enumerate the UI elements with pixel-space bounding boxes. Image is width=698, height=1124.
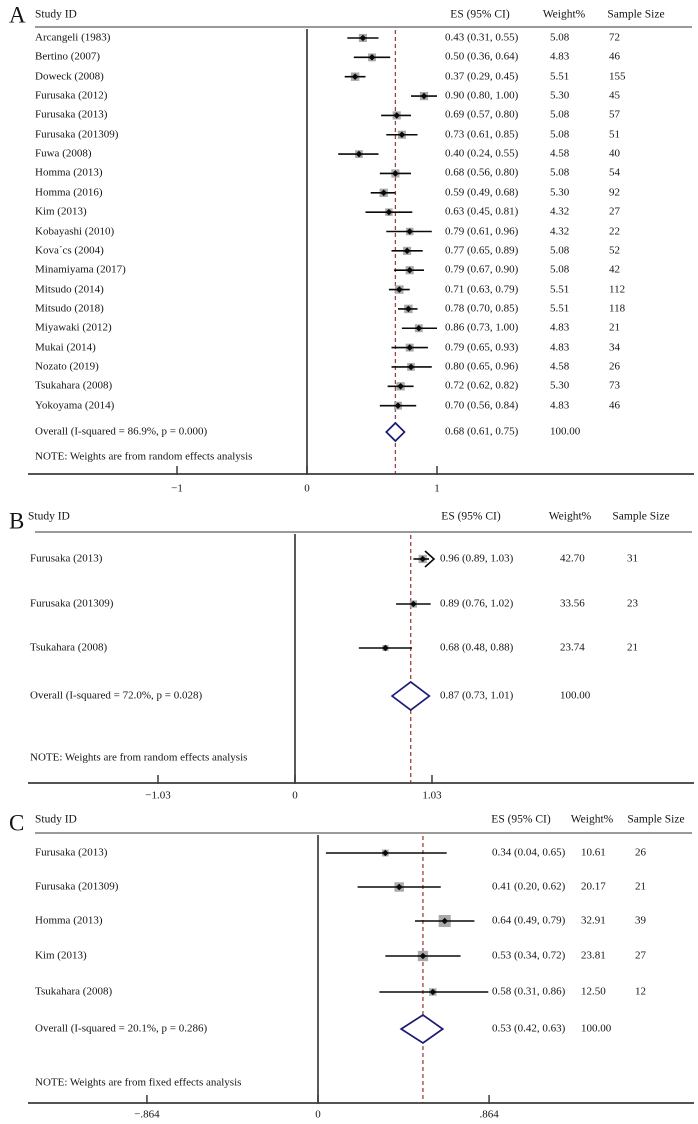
weight-value: 4.83: [550, 50, 570, 63]
note-text: NOTE: Weights are from random effects analysis: [30, 751, 248, 764]
sample-size-value: 34: [609, 341, 620, 354]
sample-size-value: 92: [609, 186, 620, 199]
es-value: 0.79 (0.67, 0.90): [445, 263, 519, 276]
sample-size-value: 42: [609, 263, 620, 276]
study-label: Arcangeli (1983): [35, 31, 111, 44]
overall-diamond: [401, 1015, 443, 1043]
study-label: Furusaka (201309): [35, 128, 119, 141]
weight-value: 4.83: [550, 341, 570, 354]
study-label: Kobayashi (2010): [35, 225, 115, 237]
es-value: 0.40 (0.24, 0.55): [445, 147, 519, 160]
sample-size-value: 39: [635, 914, 646, 927]
col-header-n: Sample Size: [627, 813, 685, 826]
es-value: 0.96 (0.89, 1.03): [440, 552, 514, 565]
study-label: Furusaka (2013): [35, 108, 108, 121]
overall-label: Overall (I-squared = 72.0%, p = 0.028): [30, 689, 203, 702]
study-label: Furusaka (2012): [35, 89, 108, 102]
col-header-study: Study ID: [28, 510, 70, 523]
study-label: Mukai (2014): [35, 341, 96, 354]
col-header-es: ES (95% CI): [450, 8, 510, 21]
panel-letter: B: [9, 508, 25, 534]
weight-value: 12.50: [581, 985, 606, 998]
sample-size-value: 73: [609, 379, 620, 392]
study-label: Mitsudo (2014): [35, 283, 104, 296]
axis-tick-label: 0: [304, 482, 310, 495]
panel-letter: C: [9, 810, 25, 836]
weight-value: 4.58: [550, 360, 570, 373]
note-text: NOTE: Weights are from random effects analysis: [35, 450, 253, 463]
panel-letter: A: [9, 2, 26, 28]
sample-size-value: 112: [609, 283, 626, 296]
sample-size-value: 12: [635, 985, 646, 998]
note-text: NOTE: Weights are from fixed effects analysis: [35, 1076, 242, 1089]
col-header-study: Study ID: [35, 8, 77, 21]
sample-size-value: 155: [609, 70, 626, 83]
overall-es-value: 0.68 (0.61, 0.75): [445, 425, 519, 438]
weight-value: 5.08: [550, 166, 570, 179]
es-value: 0.69 (0.57, 0.80): [445, 108, 519, 121]
study-label: Homma (2016): [35, 186, 103, 199]
weight-value: 33.56: [560, 597, 585, 610]
weight-value: 5.51: [550, 302, 570, 315]
weight-value: 10.61: [581, 846, 606, 859]
weight-value: 5.51: [550, 70, 570, 83]
sample-size-value: 57: [609, 108, 620, 121]
es-value: 0.86 (0.73, 1.00): [445, 321, 519, 334]
overall-diamond: [392, 682, 429, 710]
weight-value: 20.17: [581, 880, 606, 893]
es-value: 0.73 (0.61, 0.85): [445, 128, 519, 141]
es-value: 0.50 (0.36, 0.64): [445, 50, 519, 63]
axis-tick-label: −1: [171, 482, 183, 495]
weight-value: 5.30: [550, 89, 570, 102]
study-label: Homma (2013): [35, 914, 103, 927]
overall-weight-value: 100.00: [550, 425, 581, 438]
es-value: 0.71 (0.63, 0.79): [445, 283, 519, 296]
study-label: Homma (2013): [35, 166, 103, 179]
sample-size-value: 52: [609, 244, 620, 257]
overall-weight-value: 100.00: [560, 689, 591, 702]
overall-label: Overall (I-squared = 86.9%, p = 0.000): [35, 425, 208, 438]
sample-size-value: 26: [609, 360, 620, 373]
weight-value: 4.32: [550, 205, 570, 218]
es-value: 0.53 (0.34, 0.72): [492, 949, 566, 962]
study-label: Furusaka (201309): [35, 880, 119, 893]
weight-value: 4.83: [550, 321, 570, 334]
axis-tick-label: −1.03: [145, 789, 171, 802]
axis-tick-label: 0: [292, 789, 298, 802]
es-value: 0.43 (0.31, 0.55): [445, 31, 519, 44]
col-header-weight: Weight%: [570, 813, 614, 826]
weight-value: 32.91: [581, 914, 606, 927]
study-label: Kim (2013): [35, 205, 87, 218]
study-label: Furusaka (2013): [35, 846, 108, 859]
axis-tick-label: 1.03: [422, 789, 442, 802]
sample-size-value: 26: [635, 846, 646, 859]
sample-size-value: 21: [635, 880, 646, 893]
axis-tick-label: −.864: [134, 1108, 160, 1121]
sample-size-value: 27: [609, 205, 620, 218]
col-header-es: ES (95% CI): [491, 813, 551, 826]
study-label: Mitsudo (2018): [35, 302, 104, 315]
sample-size-value: 21: [627, 641, 638, 654]
axis-tick-label: 1: [434, 482, 440, 495]
weight-value: 5.08: [550, 108, 570, 121]
es-value: 0.77 (0.65, 0.89): [445, 244, 519, 257]
study-label: Bertino (2007): [35, 50, 101, 63]
overall-es-value: 0.53 (0.42, 0.63): [492, 1022, 566, 1035]
es-value: 0.72 (0.62, 0.82): [445, 379, 519, 392]
overall-es-value: 0.87 (0.73, 1.01): [440, 689, 514, 702]
weight-value: 23.74: [560, 641, 585, 654]
es-value: 0.59 (0.49, 0.68): [445, 186, 519, 199]
study-label: Miyawaki (2012): [35, 321, 112, 334]
es-value: 0.34 (0.04, 0.65): [492, 846, 566, 859]
overall-diamond: [386, 423, 404, 441]
sample-size-value: 72: [609, 31, 620, 44]
sample-size-value: 23: [627, 597, 638, 610]
weight-value: 5.08: [550, 31, 570, 44]
study-label: Furusaka (201309): [30, 597, 114, 610]
col-header-weight: Weight%: [548, 510, 592, 523]
weight-value: 5.08: [550, 263, 570, 276]
study-label: Kova´cs (2004): [35, 244, 104, 257]
es-value: 0.80 (0.65, 0.96): [445, 360, 519, 373]
weight-value: 5.08: [550, 128, 570, 141]
es-value: 0.90 (0.80, 1.00): [445, 89, 519, 102]
es-value: 0.89 (0.76, 1.02): [440, 597, 514, 610]
es-value: 0.41 (0.20, 0.62): [492, 880, 566, 893]
col-header-weight: Weight%: [542, 8, 586, 21]
study-label: Kim (2013): [35, 949, 87, 962]
sample-size-value: 22: [609, 225, 620, 237]
overall-weight-value: 100.00: [581, 1022, 612, 1035]
sample-size-value: 21: [609, 321, 620, 334]
study-label: Fuwa (2008): [35, 147, 92, 160]
axis-tick-label: .864: [479, 1108, 499, 1121]
weight-value: 5.08: [550, 244, 570, 257]
study-label: Tsukahara (2008): [35, 985, 113, 998]
es-value: 0.70 (0.56, 0.84): [445, 399, 519, 412]
sample-size-value: 46: [609, 399, 620, 412]
sample-size-value: 40: [609, 147, 620, 160]
overall-label: Overall (I-squared = 20.1%, p = 0.286): [35, 1022, 208, 1035]
es-value: 0.63 (0.45, 0.81): [445, 205, 519, 218]
col-header-n: Sample Size: [607, 8, 665, 21]
sample-size-value: 27: [635, 949, 646, 962]
study-label: Tsukahara (2008): [30, 641, 108, 654]
weight-value: 5.30: [550, 186, 570, 199]
es-value: 0.78 (0.70, 0.85): [445, 302, 519, 315]
es-value: 0.37 (0.29, 0.45): [445, 70, 519, 83]
study-label: Minamiyama (2017): [35, 263, 126, 276]
sample-size-value: 54: [609, 166, 620, 179]
weight-value: 4.58: [550, 147, 570, 160]
study-label: Yokoyama (2014): [35, 399, 115, 412]
weight-value: 4.83: [550, 399, 570, 412]
axis-tick-label: 0: [315, 1108, 321, 1121]
es-value: 0.68 (0.56, 0.80): [445, 166, 519, 179]
study-label: Nozato (2019): [35, 360, 99, 373]
sample-size-value: 51: [609, 128, 620, 141]
study-label: Doweck (2008): [35, 70, 104, 83]
weight-value: 5.30: [550, 379, 570, 392]
col-header-es: ES (95% CI): [441, 510, 501, 523]
sample-size-value: 46: [609, 50, 620, 63]
es-value: 0.79 (0.61, 0.96): [445, 225, 519, 237]
sample-size-value: 31: [627, 552, 638, 565]
study-label: Furusaka (2013): [30, 552, 103, 565]
weight-value: 4.32: [550, 225, 570, 237]
es-value: 0.79 (0.65, 0.93): [445, 341, 519, 354]
col-header-study: Study ID: [35, 813, 77, 826]
weight-value: 23.81: [581, 949, 606, 962]
es-value: 0.58 (0.31, 0.86): [492, 985, 566, 998]
es-value: 0.68 (0.48, 0.88): [440, 641, 514, 654]
es-value: 0.64 (0.49, 0.79): [492, 914, 566, 927]
sample-size-value: 118: [609, 302, 626, 315]
weight-value: 5.51: [550, 283, 570, 296]
study-label: Tsukahara (2008): [35, 379, 113, 392]
col-header-n: Sample Size: [612, 510, 670, 523]
sample-size-value: 45: [609, 89, 620, 102]
weight-value: 42.70: [560, 552, 585, 565]
